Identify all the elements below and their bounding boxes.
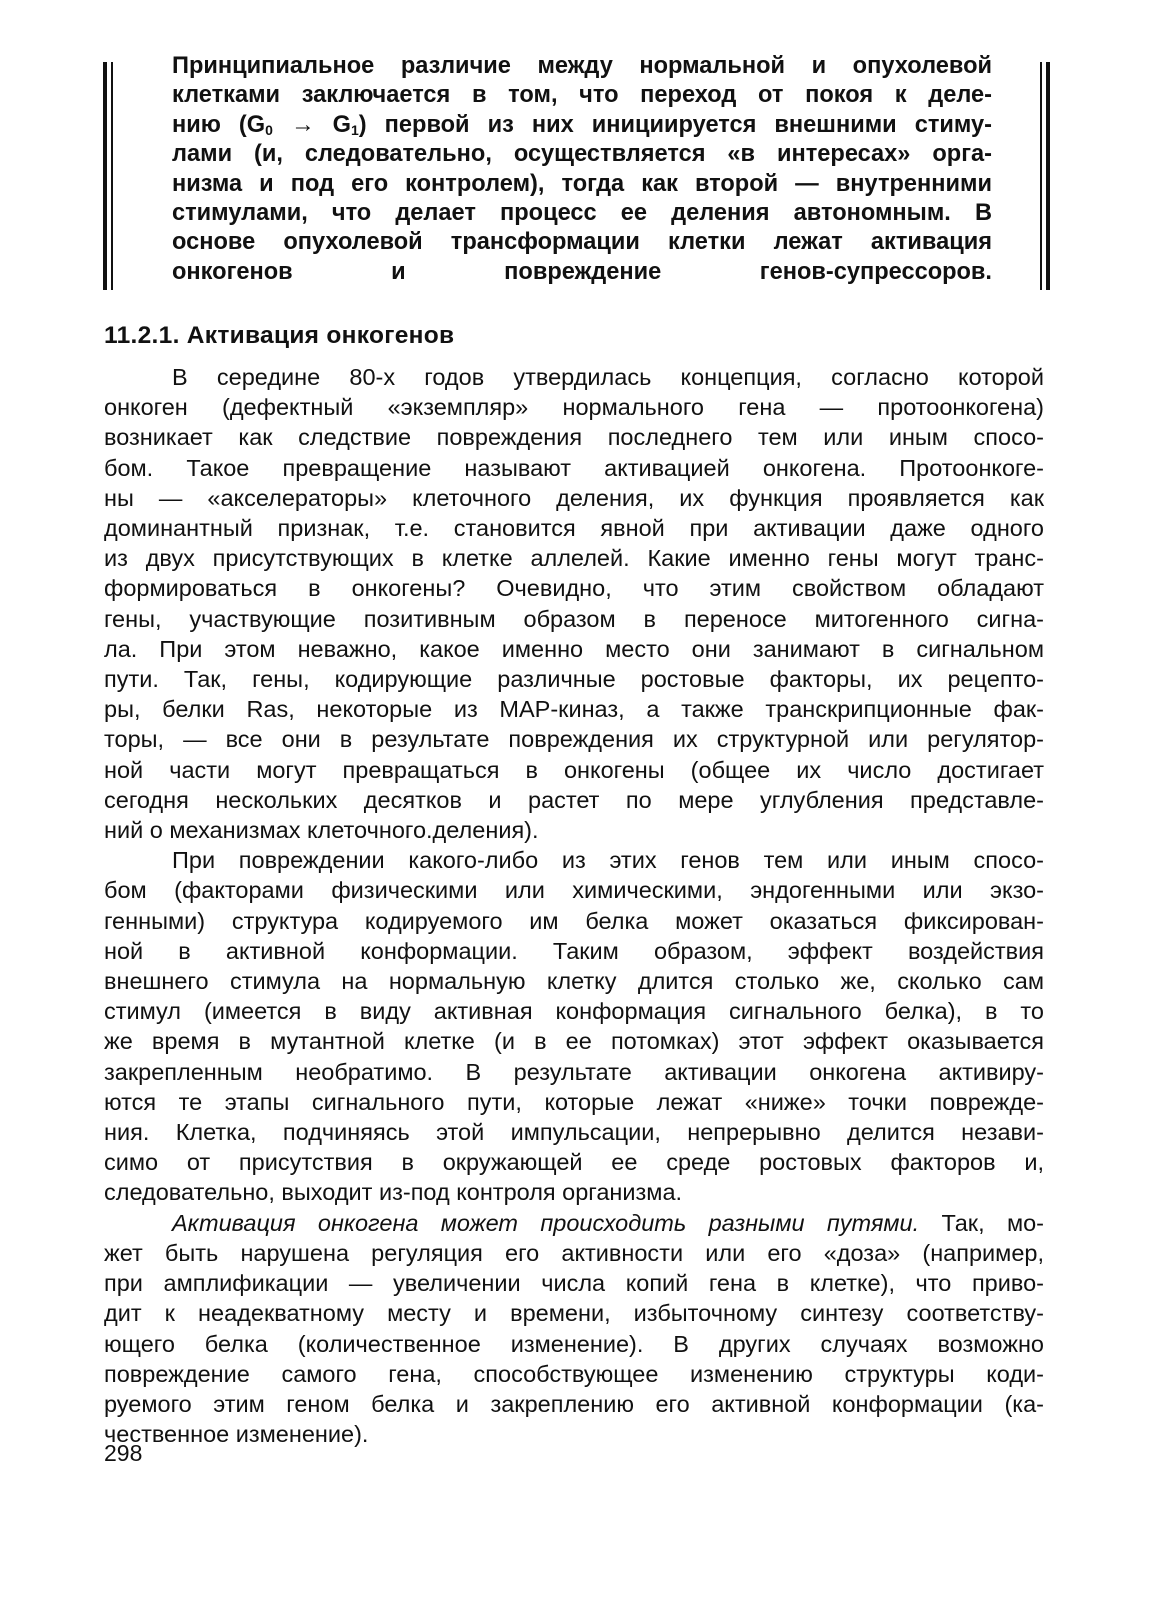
- highlight-line: лами (и, следовательно, осуществляется «в интересах» орга-: [172, 141, 992, 168]
- right-double-rule: [1046, 62, 1050, 290]
- text-line: сегодня нескольких десятков и растет по мере углубления представле-: [104, 786, 1044, 813]
- text-line: бом. Такое превращение называют активацией онкогена. Протоонкоге-: [104, 454, 1044, 481]
- text-line: из двух присутствующих в клетке аллелей. Какие именно гены могут транс-: [104, 545, 1044, 572]
- text-line: ющего белка (количественное изменение). В других случаях возможно: [104, 1330, 1044, 1357]
- text-line: пути. Так, гены, кодирующие различные ростовые факторы, их рецепто-: [104, 666, 1044, 693]
- text-line: доминантный признак, т.е. становится явной при активации даже одного: [104, 515, 1044, 542]
- highlight-line: клетками заключается в том, что переход от покоя к деле-: [172, 82, 992, 109]
- formula-after: ) первой из них инициируется внешними стиму-: [358, 111, 993, 138]
- formula-sub-0: 0: [265, 121, 273, 138]
- text-line: ры, белки Ras, некоторые из МАР-киназ, а также транскрипционные фак-: [104, 696, 1044, 723]
- formula-sub-1: 1: [350, 121, 359, 138]
- text-line: торы, — все они в результате повреждения их структурной или регулятор-: [104, 726, 1044, 753]
- text-line: дит к неадекватному месту и времени, избыточному синтезу соответству-: [104, 1300, 1044, 1327]
- left-double-rule: [103, 62, 107, 290]
- highlight-text: [172, 52, 992, 287]
- left-double-rule-thin: [111, 62, 113, 290]
- text-line: повреждение самого гена, способствующее изменению структуры коди-: [104, 1360, 1044, 1387]
- text-line: руемого этим геном белка и закреплению его активной конформации (ка-: [104, 1390, 1044, 1417]
- text-line: закрепленным необратимо. В результате активации онкогена активиру-: [104, 1058, 1044, 1085]
- text-line: При повреждении какого-либо из этих генов тем или иным спосо-: [172, 847, 1044, 874]
- highlight-line: онкогенов и повреждение генов-супрессоров.: [172, 258, 992, 285]
- text-line: при амплификации — увеличении числа копий гена в клетке), что приво-: [104, 1270, 1044, 1297]
- highlight-line: основе опухолевой трансформации клетки лежат активация: [172, 229, 992, 256]
- text-line: же время в мутантной клетке (и в ее потомках) этот эффект оказывается: [104, 1028, 1044, 1055]
- paragraph-3: [104, 1208, 1044, 1450]
- paragraph-1: [104, 362, 1044, 845]
- text-line: ной в активной конформации. Таким образом, эффект воздействия: [104, 937, 1044, 964]
- italic-lead: Активация онкогена может происходить разными путями.: [172, 1209, 920, 1236]
- text-line: бом (факторами физическими или химическими, эндогенными или экзо-: [104, 877, 1044, 904]
- highlight-box: [100, 52, 1060, 287]
- text-line-lead: [104, 1208, 1044, 1238]
- highlight-line: стимулами, что делает процесс ее деления автономным. В: [172, 200, 992, 227]
- text-line: чественное изменение).: [104, 1421, 369, 1448]
- paragraph-2: [104, 845, 1044, 1207]
- section-heading: 11.2.1. Активация онкогенов: [104, 322, 455, 349]
- formula-before: нию (G: [172, 111, 266, 138]
- text-line: генными) структура кодируемого им белка может оказаться фиксирован-: [104, 907, 1044, 934]
- body-text: [104, 362, 1044, 1449]
- text-line: В середине 80-х годов утвердилась концепция, согласно которой: [172, 364, 1044, 390]
- text-line: жет быть нарушена регуляция его активности или его «доза» (например,: [104, 1239, 1044, 1266]
- text-line: ной части могут превращаться в онкогены (общее их число достигает: [104, 756, 1044, 783]
- text-line: симо от присутствия в окружающей ее среде ростовых факторов и,: [104, 1149, 1044, 1176]
- formula-arrow: → G: [272, 111, 351, 138]
- text-line: ний о механизмах клеточного.деления).: [104, 817, 539, 844]
- text-line: возникает как следствие повреждения последнего тем или иным спосо-: [104, 424, 1044, 451]
- text-line: стимул (имеется в виду активная конформация сигнального белка), в то: [104, 998, 1044, 1025]
- highlight-line: Принципиальное различие между нормальной и опухолевой: [172, 53, 992, 79]
- text-line: внешнего стимула на нормальную клетку длится столько же, сколько сам: [104, 968, 1044, 995]
- text-line: ла. При этом неважно, какое именно место они занимают в сигнальном: [104, 635, 1044, 662]
- right-double-rule-thin: [1040, 62, 1042, 290]
- text-line: следовательно, выходит из-под контроля организма.: [104, 1179, 683, 1206]
- text-line: онкоген (дефектный «экземпляр» нормального гена — протоонкогена): [104, 394, 1044, 421]
- page-number: 298: [104, 1440, 143, 1466]
- text-line: ны — «акселераторы» клеточного деления, их функция проявляется как: [104, 484, 1044, 511]
- highlight-line-formula: [172, 111, 992, 140]
- text-line: ния. Клетка, подчиняясь этой импульсации, непрерывно делится незави-: [104, 1119, 1044, 1146]
- text-line: ются те этапы сигнального пути, которые лежат «ниже» точки поврежде-: [104, 1088, 1044, 1115]
- text-line: гены, участвующие позитивным образом в переносе митогенного сигна-: [104, 605, 1044, 632]
- text-line: формироваться в онкогены? Очевидно, что этим свойством обладают: [104, 575, 1044, 602]
- highlight-line: низма и под его контролем), тогда как второй — внутренними: [172, 170, 992, 197]
- lead-rest: Так, мо-: [919, 1209, 1044, 1236]
